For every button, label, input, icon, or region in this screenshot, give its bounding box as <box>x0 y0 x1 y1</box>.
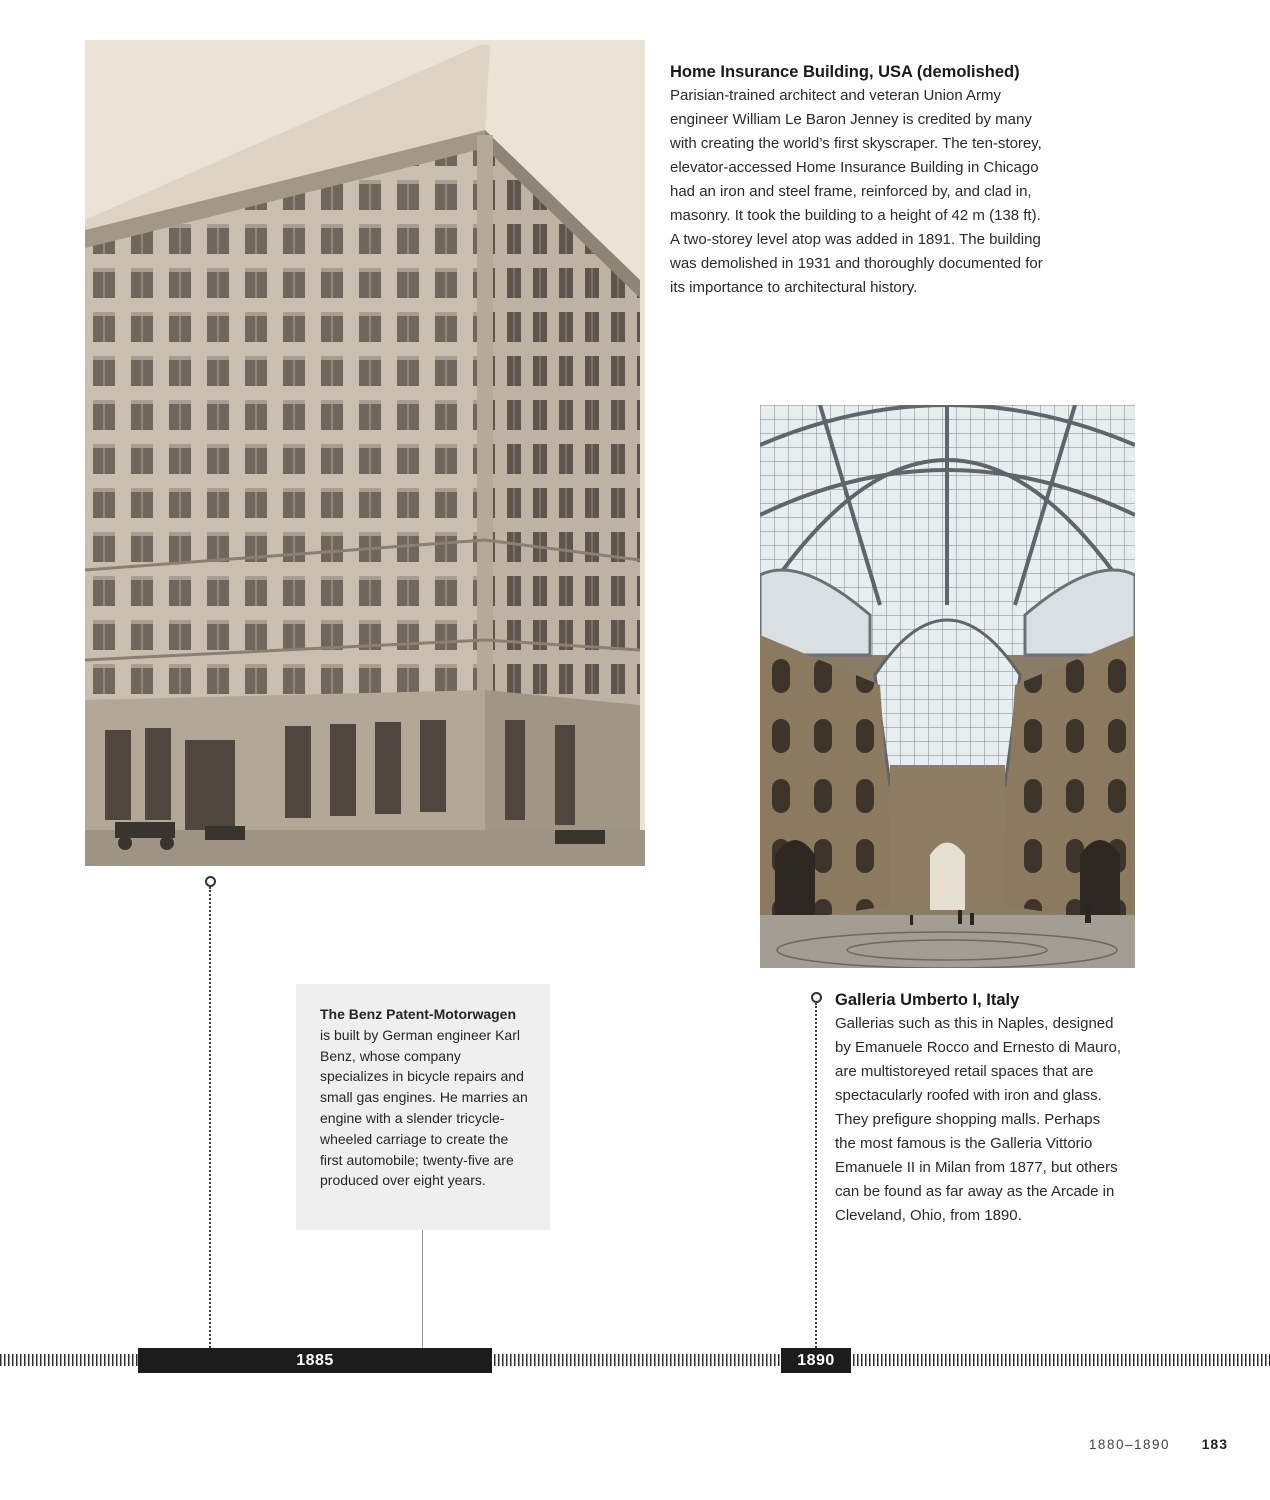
page-number: 183 <box>1201 1436 1228 1452</box>
benz-body: is built by German engineer Karl Benz, whose company specializes in bicycle repairs and small gas engines. He marries an engine with a slender tricycle-wheeled carriage to create the first automobile; twenty-five are produced over eight years. <box>320 1026 528 1189</box>
galleria-umberto-photo <box>760 405 1135 968</box>
timeline-year-1890 <box>781 1348 851 1373</box>
home-insurance-caption <box>670 60 1050 300</box>
home-insurance-building-photo <box>85 40 645 866</box>
home-insurance-connector-line <box>209 887 211 1348</box>
timeline-year-1885-label: 1885 <box>296 1352 334 1369</box>
footer-date-range: 1880–1890 <box>1088 1437 1170 1452</box>
timeline-ticks-right <box>853 1354 1270 1366</box>
benz-connector-line <box>422 1230 423 1348</box>
galleria-title: Galleria Umberto I, Italy <box>835 991 1020 1009</box>
building-illustration <box>85 40 645 866</box>
benz-motorwagen-box <box>296 984 550 1230</box>
galleria-connector-line <box>815 1003 817 1348</box>
galleria-timeline-marker <box>811 992 822 1003</box>
timeline-year-1885 <box>138 1348 492 1373</box>
home-insurance-timeline-marker <box>205 876 216 887</box>
galleria-illustration <box>760 405 1135 968</box>
timeline-ticks-left <box>0 1354 138 1366</box>
timeline-year-1890-label: 1890 <box>797 1352 835 1369</box>
benz-title: The Benz Patent-Motorwagen <box>320 1006 517 1022</box>
benz-text <box>320 1004 530 1191</box>
timeline-ticks-middle <box>494 1354 780 1366</box>
home-insurance-body: Parisian-trained architect and veteran Union Army engineer William Le Baron Jenney is credited by many with creating the world’s first skyscraper. The ten-storey, elevator-accessed Home Insurance Building in Chicago had an iron and steel frame, reinforced by, and clad in, masonry. It took the building to a height of 42 m (138 ft). A two-storey level atop was added in 1891. The building was demolished in 1931 and thoroughly documented for its importance to architectural history. <box>670 87 1043 296</box>
galleria-body: Gallerias such as this in Naples, designed by Emanuele Rocco and Ernesto di Mauro, are multistoreyed retail spaces that are spectacularly roofed with iron and glass. They prefigure shopping malls. Perhaps the most famous is the Galleria Vittorio Emanuele II in Milan from 1877, but others can be found as far away as the Arcade in Cleveland, Ohio, from 1890. <box>835 1015 1121 1224</box>
home-insurance-title: Home Insurance Building, USA (demolished) <box>670 63 1020 81</box>
galleria-caption <box>835 988 1125 1228</box>
